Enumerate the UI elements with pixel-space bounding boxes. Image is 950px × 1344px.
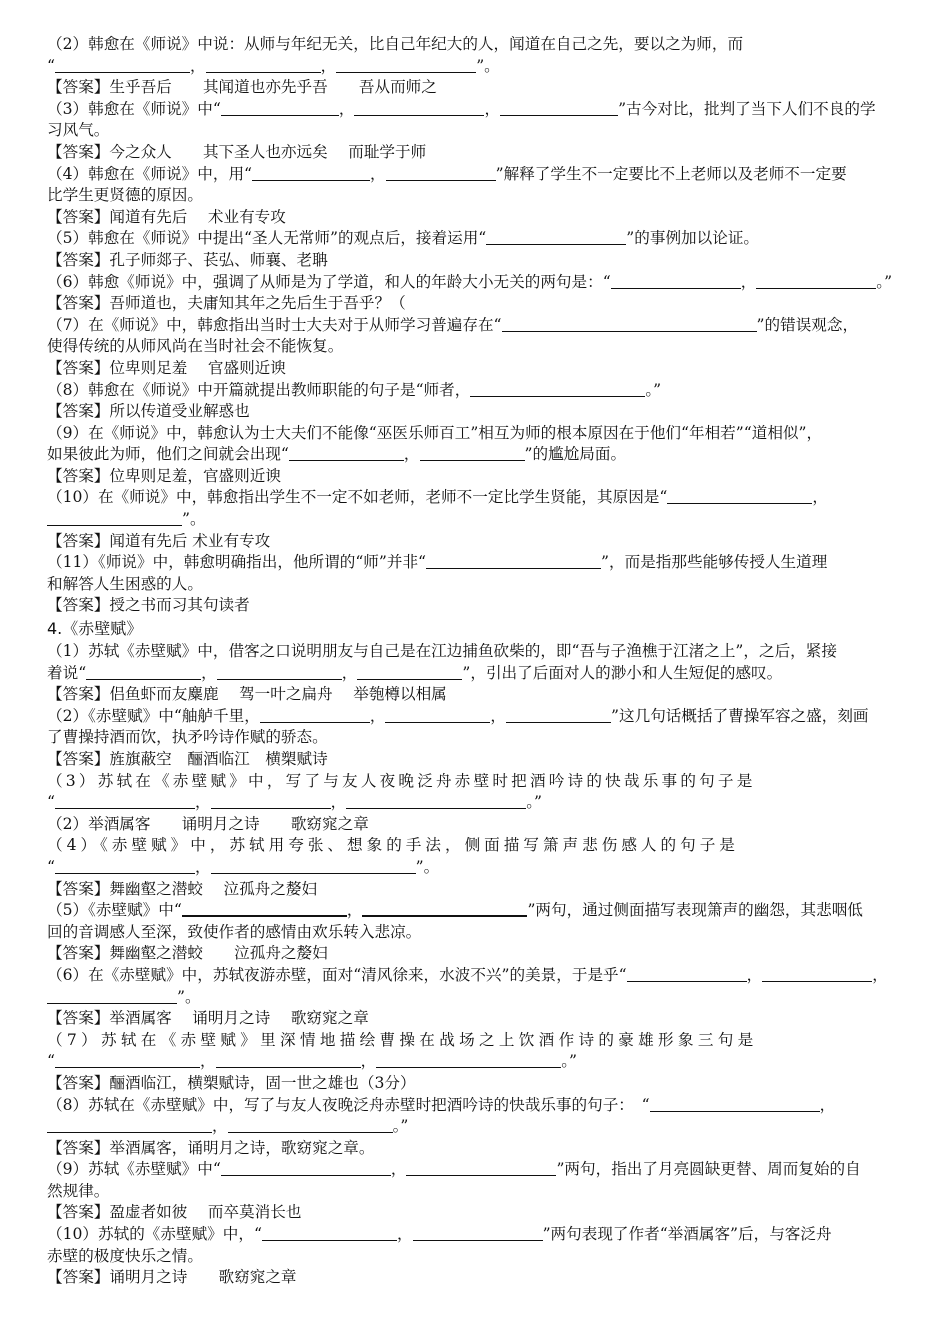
question-line: 了曹操持酒而饮，执矛吟诗作赋的骄态。 — [47, 728, 328, 747]
question-text: ， — [338, 99, 355, 118]
question-line — [47, 1051, 905, 1073]
question-line: （4）《赤壁赋》中，苏轼用夸张、想象的手法，侧面描写箫声悲伤感人的句子是 — [47, 836, 739, 855]
answer-line: 【答案】盈虚者如彼 而卒莫消长也 — [47, 1203, 302, 1222]
answer-blank[interactable] — [221, 100, 339, 116]
question-text: ， — [199, 1052, 216, 1071]
answer-blank[interactable] — [47, 1117, 212, 1133]
answer-blank[interactable] — [217, 664, 342, 680]
answer-line: 【答案】吾师道也，夫庸知其年之先后生于吾乎？（ — [47, 294, 406, 313]
question-line: 比学生更贤德的原因。 — [47, 186, 203, 205]
question-text: ”。 — [182, 510, 206, 529]
question-text: ”。 — [177, 987, 201, 1006]
answer-line: 【答案】今之众人 其下圣人也亦远矣 而耻学于师 — [47, 142, 427, 161]
answer-blank[interactable] — [289, 445, 404, 461]
answer-blank[interactable] — [762, 966, 872, 982]
question-line: （9）在《师说》中，韩愈认为士大夫们不能像“巫医乐师百工”相互为师的根本原因在于他们“年相若”“道相似”， — [47, 423, 823, 442]
question-text: ， — [341, 663, 358, 682]
answer-blank[interactable] — [426, 553, 601, 569]
answer-blank[interactable] — [211, 858, 416, 874]
answer-blank[interactable] — [667, 488, 812, 504]
question-text: （10）在《师说》中，韩愈指出学生不一定不如老师，老师不一定比学生贤能，其原因是“ — [47, 488, 668, 507]
question-line — [47, 99, 905, 121]
answer-line: 【答案】孔子师郯子、苌弘、师襄、老聃 — [47, 250, 328, 269]
question-text: ， — [201, 663, 217, 682]
answer-blank[interactable] — [228, 1117, 393, 1133]
answer-blank[interactable] — [55, 858, 195, 874]
question-text: （6）在《赤壁赋》中，苏轼夜游赤壁，面对“清风徐来，水波不兴”的美景，于是乎“ — [47, 965, 627, 984]
question-text: ， — [396, 1225, 413, 1244]
question-text: （7）在《师说》中，韩愈指出当时士大夫对于从师学习普遍存在“ — [47, 315, 502, 334]
question-text: ， — [330, 793, 347, 812]
answer-line: （2）举酒属客 诵明月之诗 歌窈窕之章 — [47, 814, 369, 833]
question-text: （4）韩愈在《师说》中，用“ — [47, 164, 253, 183]
answer-blank[interactable] — [55, 57, 190, 73]
question-text: ， — [370, 164, 386, 183]
question-text: ， — [484, 99, 501, 118]
answer-blank[interactable] — [86, 664, 201, 680]
answer-line: 【答案】举酒属客 诵明月之诗 歌窈窕之章 — [47, 1009, 369, 1028]
question-text: 。” — [876, 272, 893, 291]
question-text: ， — [194, 793, 211, 812]
answer-blank[interactable] — [357, 664, 462, 680]
question-text: 。” — [526, 793, 542, 812]
question-text: ， — [194, 857, 211, 876]
answer-blank[interactable] — [216, 1052, 361, 1068]
question-line — [47, 509, 905, 531]
question-text: ”这几句话概括了曹操军容之盛，刻画 — [611, 706, 869, 725]
question-text: 。” — [645, 380, 662, 399]
question-text: “ — [47, 56, 55, 75]
question-line — [47, 34, 905, 56]
question-text: ”，引出了后面对人的渺小和人生短促的感叹。 — [462, 663, 783, 682]
question-line — [47, 272, 905, 294]
answer-blank[interactable] — [506, 707, 611, 723]
answer-blank[interactable] — [385, 707, 490, 723]
answer-blank[interactable] — [206, 57, 321, 73]
question-line — [47, 487, 905, 509]
answer-line: 【答案】闻道有先后 术业有专攻 — [47, 531, 271, 550]
answer-blank[interactable] — [486, 229, 626, 245]
question-text: ， — [212, 1117, 228, 1136]
answer-blank[interactable] — [336, 57, 476, 73]
question-line — [47, 900, 905, 922]
question-text: （2）《赤壁赋》中“舳舻千里， — [47, 706, 260, 725]
question-line: 习风气。 — [47, 121, 110, 140]
answer-blank[interactable] — [182, 900, 347, 917]
answer-line: 【答案】舞幽壑之潜蛟 泣孤舟之嫠妇 — [47, 879, 318, 898]
question-text: （2）韩愈在《师说》中说：从师与年纪无关，比自己年纪大的人，闻道在自己之先，要以之为师，而 — [47, 35, 744, 53]
answer-line: 【答案】位卑则足羞，官盛则近谀 — [47, 466, 281, 485]
answer-blank[interactable] — [386, 165, 496, 181]
question-text: （9）苏轼《赤壁赋》中“ — [47, 1160, 221, 1179]
answer-line: 【答案】侣鱼虾而友麋鹿 驾一叶之扁舟 举匏樽以相属 — [47, 685, 447, 704]
question-line: 使得传统的从师风尚在当时社会不能恢复。 — [47, 337, 344, 356]
question-line — [47, 315, 905, 337]
question-line — [47, 444, 905, 466]
question-line: 和解答人生困惑的人。 — [47, 574, 203, 593]
question-text: （8）韩愈在《师说》中开篇就提出教师职能的句子是“师者， — [47, 380, 471, 399]
question-text: ， — [346, 901, 363, 920]
answer-blank[interactable] — [420, 445, 525, 461]
question-line: 回的音调感人至深，致使作者的感情由欢乐转入悲凉。 — [47, 922, 422, 941]
question-text: ， — [189, 56, 206, 75]
answer-blank[interactable] — [262, 1225, 397, 1241]
question-line — [47, 164, 905, 186]
question-text: ”古今对比，批判了当下人们不良的学 — [618, 99, 876, 118]
question-text: ”的错误观念， — [756, 315, 859, 334]
answer-blank[interactable] — [55, 1052, 200, 1068]
question-text: ， — [369, 706, 386, 725]
question-text: 。” — [561, 1052, 577, 1071]
question-text: ”。 — [415, 857, 440, 876]
question-text: 着说“ — [47, 663, 87, 682]
question-line — [47, 1116, 905, 1138]
question-line — [47, 965, 905, 987]
question-text: ”两句表现了作者“举酒属客”后，与客泛舟 — [542, 1225, 832, 1244]
question-text: （8）苏轼在《赤壁赋》中，写了与友人夜晚泛舟赤壁时把酒吟诗的快哉乐事的句子： “ — [47, 1095, 650, 1114]
question-line — [47, 56, 905, 78]
question-line — [47, 228, 905, 250]
answer-blank[interactable] — [221, 1160, 391, 1176]
answer-line: 【答案】闻道有先后 术业有专攻 — [47, 207, 286, 226]
question-text: （6）韩愈《师说》中，强调了从师是为了学道，和人的年龄大小无关的两句是：“ — [47, 272, 611, 291]
question-text: “ — [47, 793, 55, 812]
answer-blank[interactable] — [502, 316, 757, 332]
question-text: ， — [390, 1160, 407, 1179]
question-text: ”两句，通过侧面描写表现箫声的幽怨，其悲咽低 — [527, 901, 863, 920]
question-text: ， — [746, 965, 763, 984]
question-line — [47, 663, 905, 685]
question-text: （5）韩愈在《师说》中提出“圣人无常师”的观点后，接着运用“ — [47, 229, 487, 248]
answer-line: 【答案】诵明月之诗 歌窈窕之章 — [47, 1268, 297, 1287]
answer-blank[interactable] — [346, 793, 526, 809]
answer-line: 【答案】授之书而习其句读者 — [47, 596, 250, 615]
question-line: 然规律。 — [47, 1181, 110, 1200]
question-text: ， — [819, 1095, 836, 1114]
answer-blank[interactable] — [470, 381, 645, 397]
answer-blank[interactable] — [47, 510, 182, 526]
answer-line: 【答案】旌旗蔽空 酾酒临江 横槊赋诗 — [47, 750, 328, 768]
question-text: ， — [812, 488, 828, 507]
question-text: ， — [490, 706, 507, 725]
question-text: （11）《师说》中，韩愈明确指出，他所谓的“师”并非“ — [47, 553, 427, 572]
question-line: 赤壁的极度快乐之情。 — [47, 1246, 203, 1265]
question-line — [47, 857, 905, 879]
answer-blank[interactable] — [211, 793, 331, 809]
question-text: （10）苏轼的《赤壁赋》中，“ — [47, 1225, 262, 1244]
answer-line: 【答案】舞幽壑之潜蛟 泣孤舟之嫠妇 — [47, 944, 328, 963]
answer-blank[interactable] — [354, 100, 484, 116]
answer-blank[interactable] — [650, 1096, 820, 1112]
answer-blank[interactable] — [611, 273, 741, 289]
question-line — [47, 706, 905, 728]
question-text: ”，而是指那些能够传授人生道理 — [601, 553, 828, 572]
question-text: ， — [740, 272, 757, 291]
answer-blank[interactable] — [260, 707, 370, 723]
question-text: ， — [403, 445, 420, 464]
question-line — [47, 1224, 905, 1246]
answer-blank[interactable] — [376, 1052, 561, 1068]
question-text: “ — [47, 1052, 55, 1071]
question-line — [47, 987, 905, 1009]
answer-blank[interactable] — [413, 1225, 543, 1241]
answer-blank[interactable] — [627, 966, 747, 982]
question-text: （5）《赤壁赋》中“ — [47, 901, 182, 920]
question-text: ”两句，指出了月亮圆缺更替、周而复始的自 — [556, 1160, 861, 1179]
answer-line: 【答案】位卑则足羞 官盛则近谀 — [47, 358, 286, 377]
answer-line: 【答案】酾酒临江，横槊赋诗，固一世之雄也（3分） — [47, 1073, 416, 1092]
answer-blank[interactable] — [756, 273, 876, 289]
question-line: （7）苏轼在《赤壁赋》里深情地描绘曹操在战场之上饮酒作诗的豪雄形象三句是 — [47, 1030, 758, 1049]
question-text: ， — [872, 965, 888, 984]
question-text: 。” — [392, 1117, 409, 1136]
section-heading: 4.《赤壁赋》 — [47, 619, 143, 639]
question-text: ”解释了学生不一定要比不上老师以及老师不一定要 — [495, 164, 847, 183]
question-text: ”的事例加以论证。 — [626, 229, 760, 248]
question-line — [47, 1159, 905, 1181]
answer-line: 【答案】所以传道受业解惑也 — [47, 402, 250, 421]
answer-blank[interactable] — [362, 900, 527, 917]
question-line — [47, 552, 905, 574]
answer-line: 【答案】举酒属客，诵明月之诗，歌窈窕之章。 — [47, 1138, 375, 1157]
question-line — [47, 792, 905, 814]
answer-blank[interactable] — [500, 100, 618, 116]
answer-blank[interactable] — [55, 793, 195, 809]
question-text: ， — [320, 56, 337, 75]
question-text: ”。 — [476, 56, 500, 75]
question-text: （3）韩愈在《师说》中“ — [47, 99, 221, 118]
question-line: （1）苏轼《赤壁赋》中，借客之口说明朋友与自己是在江边捕鱼砍柴的，即“吾与子渔樵于江渚之上”，之后，紧接 — [47, 642, 837, 661]
question-text: 如果彼此为师，他们之间就会出现“ — [47, 445, 289, 464]
answer-blank[interactable] — [252, 165, 370, 181]
question-text: ”的尴尬局面。 — [524, 445, 627, 464]
answer-blank[interactable] — [47, 988, 177, 1004]
question-text: “ — [47, 857, 55, 876]
question-line — [47, 380, 905, 402]
answer-line: 【答案】生乎吾后 其闻道也亦先乎吾 吾从而师之 — [47, 78, 437, 97]
answer-blank[interactable] — [406, 1160, 556, 1176]
question-text: ， — [360, 1052, 377, 1071]
question-line: （3）苏轼在《赤壁赋》中，写了与友人夜晚泛舟赤壁时把酒吟诗的快哉乐事的句子是 — [47, 771, 756, 790]
question-line — [47, 1095, 905, 1117]
